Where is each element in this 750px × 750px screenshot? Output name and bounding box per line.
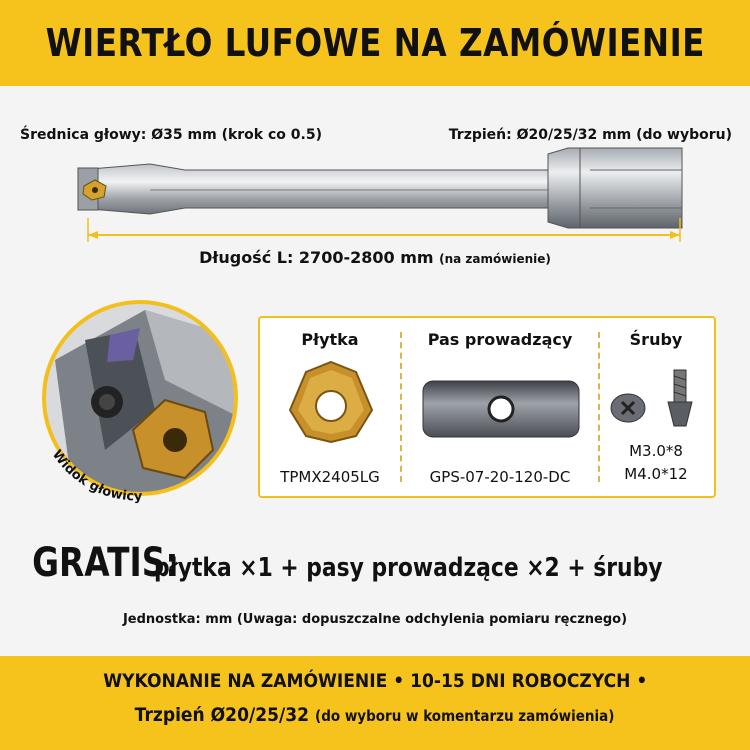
part-guide-pad bbox=[402, 318, 598, 496]
footer-line-2-note: (do wyboru w komentarzu zamówienia) bbox=[315, 707, 615, 725]
part-title: Śruby bbox=[629, 330, 683, 349]
part-title: Płytka bbox=[301, 330, 359, 349]
part-screws bbox=[600, 318, 712, 496]
gratis-label: GRATIS: bbox=[32, 540, 179, 586]
head-diameter-spec: Średnica głowy: Ø35 mm (krok co 0.5) bbox=[20, 127, 322, 143]
parts-panel bbox=[258, 316, 716, 498]
part-title: Pas prowadzący bbox=[427, 330, 573, 349]
gratis-text: płytka ×1 + pasy prowadzące ×2 + śruby bbox=[153, 553, 663, 583]
gratis-line bbox=[0, 540, 750, 586]
unit-note: Jednostka: mm (Uwaga: dopuszczalne odchylenia pomiaru ręcznego) bbox=[122, 612, 628, 627]
shank-spec: Trzpień: Ø20/25/32 mm (do wyboru) bbox=[448, 127, 732, 143]
insert-icon bbox=[286, 358, 376, 446]
head-view-closeup bbox=[15, 300, 240, 515]
length-spec bbox=[0, 248, 750, 267]
footer-line-1: WYKONANIE NA ZAMÓWIENIE • 10-15 DNI ROBOCZYCH • bbox=[102, 670, 648, 692]
head-view-label: Widok głowicy bbox=[48, 447, 143, 505]
page-title: WIERTŁO LUFOWE NA ZAMÓWIENIE bbox=[45, 21, 705, 65]
guide-pad-icon bbox=[422, 380, 580, 438]
footer-line-2-main: Trzpień Ø20/25/32 bbox=[135, 704, 310, 726]
part-insert bbox=[260, 318, 400, 496]
length-note: (na zamówienie) bbox=[439, 252, 551, 266]
header-banner bbox=[0, 0, 750, 86]
part-code-1: M3.0*8 bbox=[629, 442, 683, 460]
part-code: GPS-07-20-120-DC bbox=[429, 468, 571, 486]
footer-banner bbox=[0, 656, 750, 750]
part-code-2: M4.0*12 bbox=[624, 465, 688, 483]
gun-drill-drawing bbox=[0, 140, 750, 250]
screws-icon bbox=[604, 366, 708, 436]
part-code: TPMX2405LG bbox=[280, 468, 380, 486]
length-value: Długość L: 2700-2800 mm bbox=[199, 248, 434, 267]
